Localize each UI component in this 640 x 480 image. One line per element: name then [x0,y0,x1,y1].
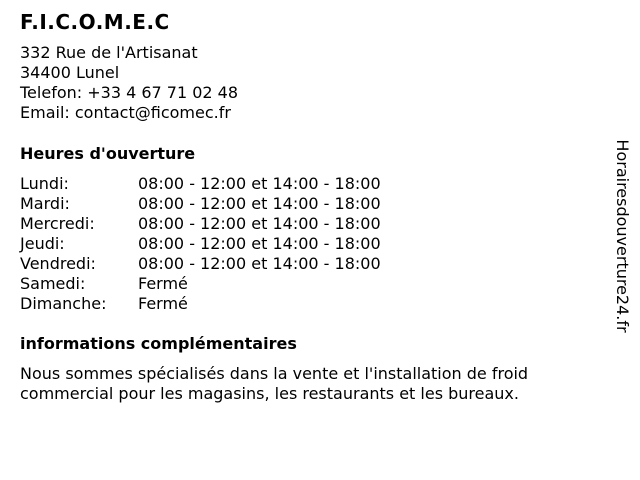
hours-row-thursday [20,234,381,254]
hours-heading: Heures d'ouverture [20,144,196,163]
hours-row-wednesday [20,214,381,234]
time-range: 08:00 - 12:00 et 14:00 - 18:00 [138,174,381,193]
time-range: Fermé [138,294,188,313]
hours-row-friday [20,254,381,274]
hours-row-saturday [20,274,381,294]
street-address: 332 Rue de l'Artisanat [20,43,198,62]
info-description: Nous sommes spécialisés dans la vente et l'installation de froid commercial pour les magasins, les restaurants et les bureaux. [20,364,529,403]
day-label: Vendredi: [20,254,96,273]
business-address [20,43,238,123]
time-range: 08:00 - 12:00 et 14:00 - 18:00 [138,254,381,273]
day-label: Mardi: [20,194,70,213]
day-label: Jeudi: [20,234,65,253]
day-label: Dimanche: [20,294,107,313]
info-heading: informations complémentaires [20,334,297,353]
time-range: 08:00 - 12:00 et 14:00 - 18:00 [138,234,381,253]
hours-row-sunday [20,294,381,314]
email-address: Email: contact@ficomec.fr [20,103,231,122]
day-label: Mercredi: [20,214,95,233]
time-range: 08:00 - 12:00 et 14:00 - 18:00 [138,214,381,233]
day-label: Samedi: [20,274,86,293]
phone-number: Telefon: +33 4 67 71 02 48 [20,83,239,102]
opening-hours-table [20,174,381,314]
hours-row-monday [20,174,381,194]
time-range: Fermé [138,274,188,293]
day-label: Lundi: [20,174,69,193]
city-postcode: 34400 Lunel [20,63,120,82]
time-range: 08:00 - 12:00 et 14:00 - 18:00 [138,194,381,213]
hours-row-tuesday [20,194,381,214]
business-name: F.I.C.O.M.E.C [20,10,170,34]
site-watermark: Horairesdouverture24.fr [613,139,632,333]
